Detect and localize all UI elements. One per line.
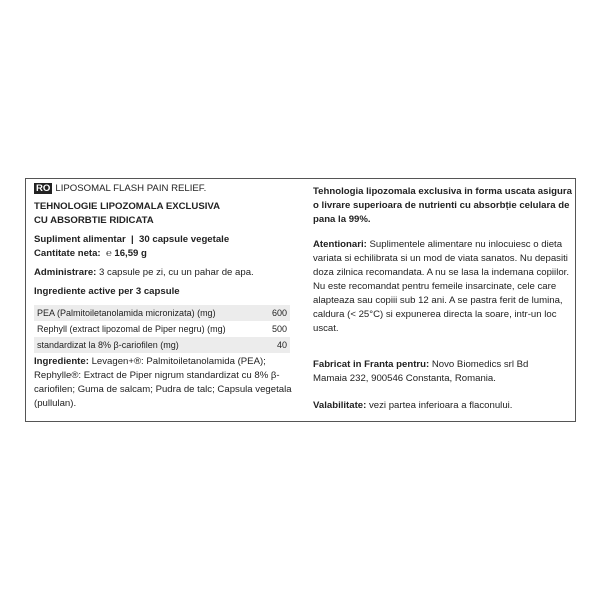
- ingredients: [34, 355, 299, 411]
- ingredient-value: 500: [271, 324, 287, 334]
- admin-text: 3 capsule pe zi, cu un pahar de apa.: [96, 267, 254, 278]
- ingredient-name: Rephyll (extract lipozomal de Piper negru) (mg): [37, 324, 226, 334]
- ingredient-name: standardizat la 8% β-cariofilen (mg): [37, 340, 179, 350]
- ingredients-text: Levagen+®: Palmitoiletanolamida (PEA); Rephylle®: Extract de Piper nigrum standardizat cu 8% β-cariofilen; Guma de salcam; Pudra de talc; Capsula vegetala (pullulan).: [34, 356, 292, 409]
- table-row: [34, 305, 290, 321]
- manufacturer: [313, 358, 543, 386]
- warnings-text: Suplimentele alimentare nu inlocuiesc o dieta variata si echilibrata si un mod de viata sanatos. Nu depasiti doza zilnica recomandata. A nu se lasa la indemana copiilor. Nu este recomandat pentru femeile insarcinate, cele care alapteaza sau copiii sub 12 ani. A se pastra ferit de lumina, caldura (< 25°C) si expunerea directa la soare, intr-un loc uscat.: [313, 239, 569, 334]
- validity-text: vezi partea inferioara a flaconului.: [366, 400, 513, 411]
- title-text: LIPOSOMAL FLASH PAIN RELIEF.: [55, 183, 207, 194]
- language-badge: RO: [36, 183, 51, 194]
- manufacturer-text: Novo Biomedics srl Bd Mamaia 232, 900546 Constanta, Romania.: [313, 359, 529, 384]
- ingredient-value: 40: [276, 340, 287, 350]
- warnings-label: Atentionari:: [313, 239, 367, 250]
- ingredients-label: Ingrediente:: [34, 356, 89, 367]
- table-row: [34, 321, 290, 337]
- subtitle-line-2: CU ABSORBTIE RIDICATA: [34, 215, 154, 226]
- net-quantity: Cantitate neta: ℮ 16,59 g: [34, 248, 147, 259]
- ingredient-value: 600: [271, 308, 287, 318]
- admin-label: Administrare:: [34, 267, 97, 278]
- subtitle-line-1: TEHNOLOGIE LIPOZOMALA EXCLUSIVA: [34, 201, 221, 212]
- supplement-info: Supliment alimentar | 30 capsule vegetale: [34, 234, 230, 245]
- validity: [313, 399, 573, 413]
- administration: [34, 266, 254, 280]
- validity-label: Valabilitate:: [313, 400, 367, 411]
- ingredient-name: PEA (Palmitoiletanolamida micronizata) (mg): [37, 308, 216, 318]
- table-row: [34, 337, 290, 353]
- manufacturer-label: Fabricat in Franta pentru:: [313, 359, 430, 370]
- warnings: [313, 238, 573, 336]
- product-title: [34, 182, 206, 196]
- active-ingredients-table: [34, 305, 290, 353]
- technology-intro: Tehnologia lipozomala exclusiva in forma uscata asigura o livrare superioara de nutrienti cu absorbție celulara de pana la 99%.: [313, 186, 572, 225]
- active-ingredients-heading: Ingrediente active per 3 capsule: [34, 286, 180, 297]
